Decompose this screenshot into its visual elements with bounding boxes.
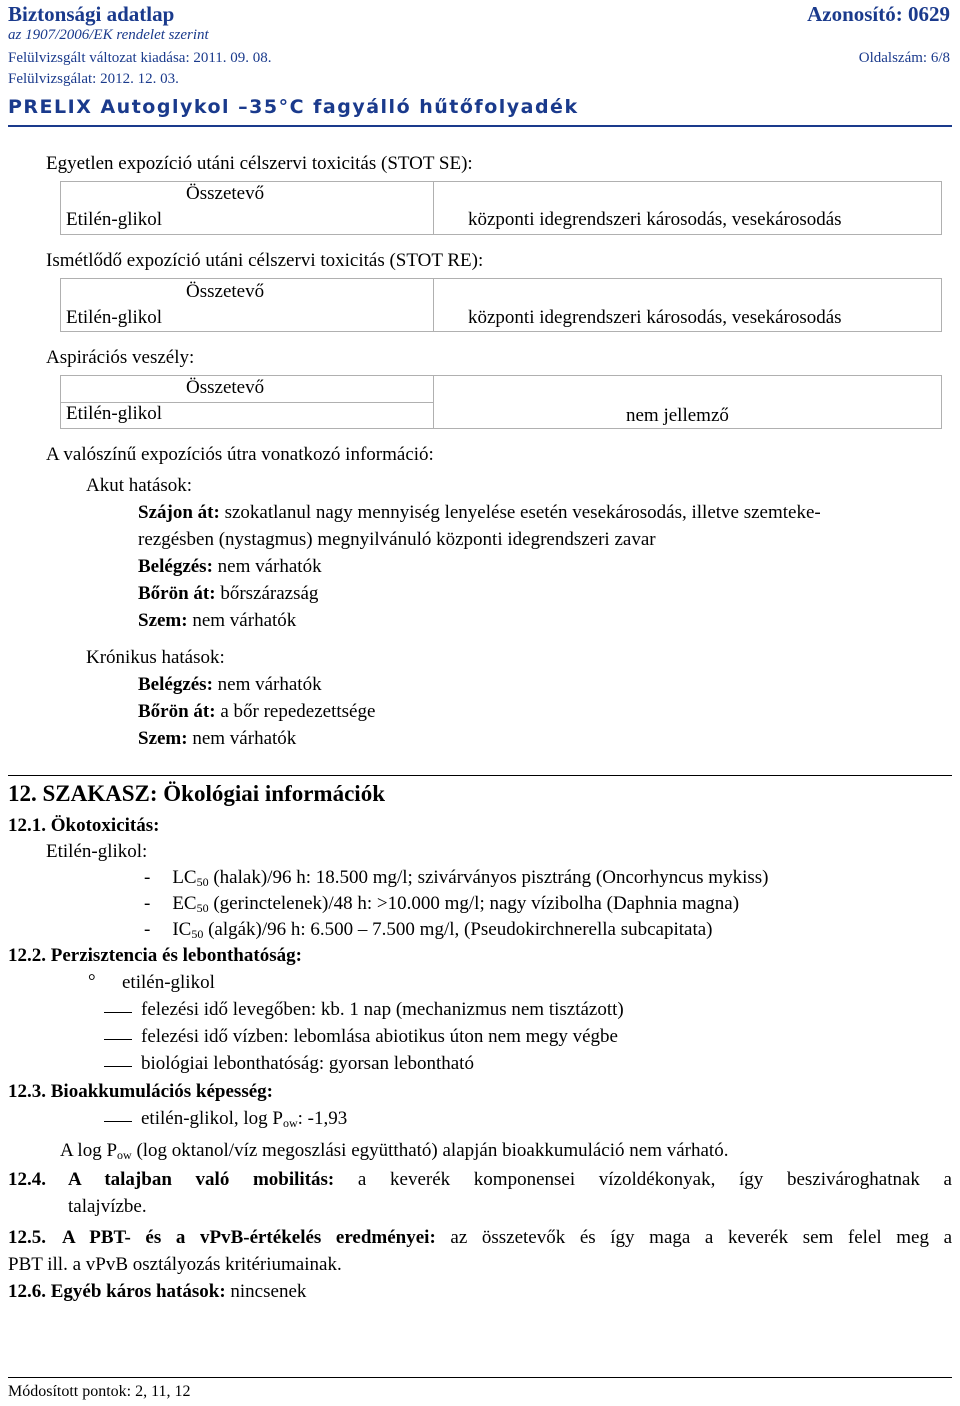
item-sub: 50 xyxy=(196,875,209,889)
acute-inhalation xyxy=(138,556,322,578)
s125-line1 xyxy=(62,1227,952,1249)
dash-icon xyxy=(104,1121,132,1122)
acute-skin xyxy=(138,583,318,605)
document-title: Biztonsági adatlap xyxy=(8,2,175,26)
stot-re-component: Etilén-glikol xyxy=(66,307,163,328)
s123-item-pre: etilén-glikol, log P xyxy=(141,1108,283,1129)
s125-line2: PBT ill. a vPvB osztályozás kritériumainak. xyxy=(8,1254,342,1275)
aspiration-col-header: Összetevő xyxy=(186,377,265,398)
footer-text: Módosított pontok: 2, 11, 12 xyxy=(8,1383,191,1400)
s121-item-lc50 xyxy=(144,867,768,889)
acute-oral-label: Szájon át: xyxy=(138,502,220,523)
page-number: Oldalszám: 6/8 xyxy=(858,50,950,66)
s122-heading: 12.2. Perzisztencia és lebonthatóság: xyxy=(8,945,302,966)
item-pre: EC xyxy=(172,893,197,914)
acute-skin-text: bőrszárazság xyxy=(220,583,319,604)
s125-number: 12.5. xyxy=(8,1227,46,1248)
s122-item-bio: biológiai lebonthatóság: gyorsan lebontható xyxy=(141,1053,474,1074)
review-line: Felülvizsgálat: 2012. 12. 03. xyxy=(8,71,179,87)
section-12-title: 12. SZAKASZ: Ökológiai információk xyxy=(8,781,385,806)
item-dash: - xyxy=(144,867,151,888)
s126-line xyxy=(8,1281,306,1303)
aspiration-value: nem jellemző xyxy=(626,405,729,426)
s121-item-ec50 xyxy=(144,893,739,915)
item-post: (algák)/96 h: 6.500 – 7.500 mg/l, (Pseudokirchnerella subcapitata) xyxy=(203,919,713,940)
s123-item xyxy=(141,1108,347,1130)
s122-bullet: ° xyxy=(88,971,96,992)
chronic-inhalation xyxy=(138,674,322,696)
s124-line2: talajvízbe. xyxy=(68,1196,147,1217)
chronic-inhalation-label: Belégzés: xyxy=(138,674,213,695)
chronic-heading: Krónikus hatások: xyxy=(86,647,225,668)
s123-item-sub: ow xyxy=(282,1116,298,1130)
stot-se-component: Etilén-glikol xyxy=(66,209,163,230)
acute-eye-text: nem várhatók xyxy=(192,610,297,631)
s124-text: a keverék komponensei vízoldékonyak, így beszivároghatnak a xyxy=(357,1169,952,1190)
item-post: (halak)/96 h: 18.500 mg/l; szivárványos pisztráng (Oncorhyncus mykiss) xyxy=(208,867,769,888)
item-pre: IC xyxy=(172,919,192,940)
chronic-skin-text: a bőr repedezettsége xyxy=(220,701,376,722)
stot-re-col-header: Összetevő xyxy=(186,281,265,302)
s123-note xyxy=(60,1140,728,1162)
s121-heading: 12.1. Ökotoxicitás: xyxy=(8,815,160,836)
aspiration-component: Etilén-glikol xyxy=(66,403,163,424)
header-rule xyxy=(8,125,952,127)
revision-line: Felülvizsgált változat kiadása: 2011. 09. 08. xyxy=(8,50,272,66)
s122-component: etilén-glikol xyxy=(122,972,215,993)
s123-heading: 12.3. Bioakkumulációs képesség: xyxy=(8,1081,273,1102)
s126-text: nincsenek xyxy=(230,1281,307,1302)
dash-icon xyxy=(104,1012,132,1013)
chronic-eye xyxy=(138,728,296,750)
s125-text: az összetevők és így maga a keverék sem felel meg a xyxy=(450,1227,953,1248)
s126-label: 12.6. Egyéb káros hatások: xyxy=(8,1281,226,1302)
chronic-eye-text: nem várhatók xyxy=(192,728,297,749)
s122-item-water: felezési idő vízben: lebomlása abiotikus úton nem megy végbe xyxy=(141,1026,618,1047)
acute-oral-text-2: rezgésben (nystagmus) megnyilvánuló központi idegrendszeri zavar xyxy=(138,529,656,550)
s123-note-post: (log oktanol/víz megoszlási együttható) alapján bioakkumuláció nem várható. xyxy=(131,1140,729,1161)
acute-heading: Akut hatások: xyxy=(86,475,193,496)
document-identifier: Azonosító: 0629 xyxy=(807,2,950,26)
item-sub: 50 xyxy=(191,927,204,941)
s124-line1 xyxy=(68,1169,952,1191)
section-rule xyxy=(8,775,952,776)
acute-oral xyxy=(138,502,821,524)
stot-se-value: központi idegrendszeri károsodás, vesekárosodás xyxy=(468,209,842,230)
dash-icon xyxy=(104,1066,132,1067)
exposure-heading: A valószínű expozíciós útra vonatkozó információ: xyxy=(46,444,434,465)
aspiration-heading: Aspirációs veszély: xyxy=(46,347,195,368)
s124-label: A talajban való mobilitás: xyxy=(68,1169,335,1190)
stot-re-value: központi idegrendszeri károsodás, vesekárosodás xyxy=(468,307,842,328)
stot-se-col-header: Összetevő xyxy=(186,183,265,204)
s121-item-ic50 xyxy=(144,919,713,941)
stot-se-heading: Egyetlen expozíció utáni célszervi toxicitás (STOT SE): xyxy=(46,153,473,174)
s123-note-pre: A log P xyxy=(60,1140,118,1161)
acute-skin-label: Bőrön át: xyxy=(138,583,216,604)
item-pre: LC xyxy=(172,867,197,888)
chronic-eye-label: Szem: xyxy=(138,728,188,749)
item-sub: 50 xyxy=(196,901,209,915)
dash-icon xyxy=(104,1039,132,1040)
s125-label: A PBT- és a vPvB-értékelés eredményei: xyxy=(62,1227,436,1248)
acute-inhalation-label: Belégzés: xyxy=(138,556,213,577)
item-dash: - xyxy=(144,919,151,940)
product-name: PRELIX Autoglykol –35°C fagyálló hűtőfolyadék xyxy=(8,96,579,118)
item-dash: - xyxy=(144,893,151,914)
s121-component: Etilén-glikol: xyxy=(46,841,148,862)
s123-item-post: : -1,93 xyxy=(297,1108,348,1129)
item-post: (gerinctelenek)/48 h: >10.000 mg/l; nagy vízibolha (Daphnia magna) xyxy=(208,893,740,914)
s123-note-sub: ow xyxy=(117,1148,132,1162)
chronic-skin xyxy=(138,701,375,723)
acute-eye-label: Szem: xyxy=(138,610,188,631)
acute-eye xyxy=(138,610,296,632)
chronic-inhalation-text: nem várhatók xyxy=(217,674,322,695)
footer-rule xyxy=(8,1377,952,1378)
acute-oral-text: szokatlanul nagy mennyiség lenyelése esetén vesekárosodás, illetve szemteke- xyxy=(224,502,821,523)
s124-number: 12.4. xyxy=(8,1169,46,1190)
regulation-line: az 1907/2006/EK rendelet szerint xyxy=(8,27,209,43)
s122-item-air: felezési idő levegőben: kb. 1 nap (mechanizmus nem tisztázott) xyxy=(141,999,624,1020)
chronic-skin-label: Bőrön át: xyxy=(138,701,216,722)
acute-inhalation-text: nem várhatók xyxy=(217,556,322,577)
stot-re-heading: Ismétlődő expozíció utáni célszervi toxicitás (STOT RE): xyxy=(46,250,484,271)
